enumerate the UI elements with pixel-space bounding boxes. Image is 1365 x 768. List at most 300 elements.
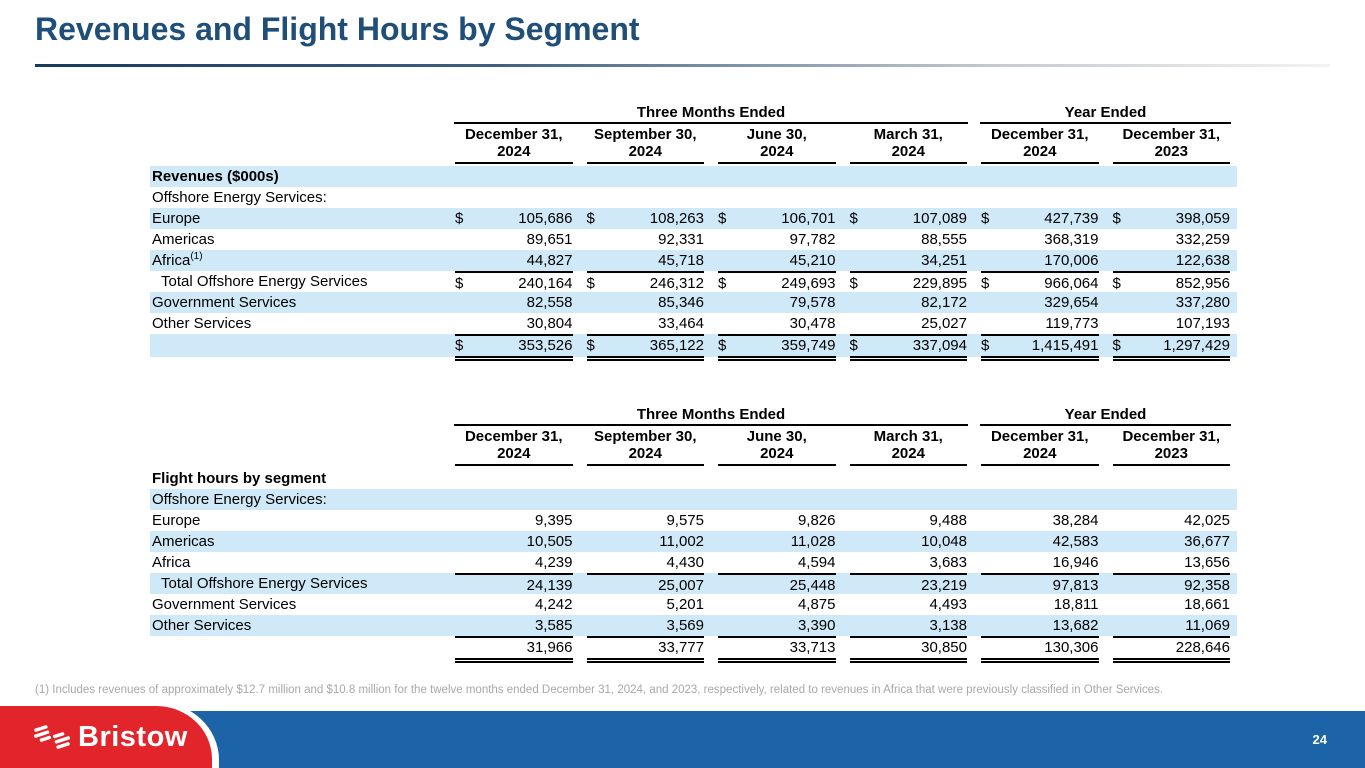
column-header-line1: December 31, — [1122, 126, 1221, 143]
cell-value: 33,777 — [658, 639, 704, 656]
title-divider — [35, 64, 1330, 67]
dollar-sign: $ — [849, 337, 858, 354]
table-cell — [448, 271, 580, 294]
table-cell — [843, 271, 975, 294]
cell-value: 398,059 — [1175, 210, 1230, 227]
table-row — [150, 229, 1237, 250]
cell-content — [981, 271, 1099, 294]
table-cell — [843, 250, 975, 271]
cell-content — [850, 531, 968, 552]
cell-value: 4,239 — [534, 554, 573, 571]
row-label: Offshore Energy Services: — [152, 189, 327, 206]
dollar-sign: $ — [718, 210, 727, 227]
table-cell — [1106, 187, 1238, 208]
table-cell — [843, 510, 975, 531]
table-row — [150, 313, 1237, 334]
cell-value: 24,139 — [526, 577, 573, 594]
column-header-line2: 2024 — [1023, 445, 1057, 462]
table-cell — [580, 313, 712, 334]
column-header — [455, 126, 573, 164]
column-header-line1: September 30, — [593, 428, 697, 445]
table-cell — [843, 594, 975, 615]
cell-content — [718, 636, 836, 663]
cell-value: 38,284 — [1052, 512, 1099, 529]
table-cell — [843, 531, 975, 552]
cell-content — [587, 313, 705, 334]
table-row — [150, 250, 1237, 271]
table-row — [150, 615, 1237, 636]
cell-value: 79,578 — [789, 294, 836, 311]
table-cell — [974, 615, 1106, 636]
dollar-sign: $ — [981, 275, 990, 292]
row-label: Europe — [152, 210, 201, 227]
dollar-sign: $ — [586, 275, 595, 292]
cell-content — [850, 250, 968, 271]
cell-value: 45,210 — [789, 252, 836, 269]
cell-content — [455, 531, 573, 552]
cell-content — [455, 510, 573, 531]
table-cell — [974, 636, 1106, 663]
table-cell — [1106, 573, 1238, 596]
cell-value: 122,638 — [1175, 252, 1230, 269]
cell-content — [981, 531, 1099, 552]
table-cell — [448, 250, 580, 271]
column-header-line1: December 31, — [464, 126, 563, 143]
cell-value: 11,069 — [1185, 617, 1230, 634]
cell-content — [1113, 510, 1231, 531]
cell-value: 16,946 — [1052, 554, 1099, 571]
cell-value: 89,651 — [526, 231, 573, 248]
column-header — [587, 428, 705, 466]
header-period-row — [150, 124, 1237, 164]
table-cell — [580, 187, 712, 208]
cell-value: 13,656 — [1184, 554, 1230, 571]
cell-content — [981, 313, 1099, 334]
table-cell — [843, 573, 975, 596]
column-header-line1: December 31, — [990, 428, 1089, 445]
cell-content — [718, 292, 836, 313]
cell-content — [981, 615, 1099, 636]
table-cell — [843, 187, 975, 208]
table-cell — [974, 208, 1106, 229]
cell-content — [718, 552, 836, 573]
cell-value: 11,028 — [790, 533, 836, 550]
table-row — [150, 271, 1237, 292]
cell-content — [1113, 271, 1231, 294]
column-header-line1: March 31, — [873, 428, 943, 445]
table-cell — [711, 292, 843, 313]
table-cell — [843, 489, 975, 510]
cell-content — [1113, 334, 1231, 361]
cell-content — [587, 573, 705, 596]
cell-value: 42,025 — [1184, 512, 1230, 529]
table-cell — [448, 573, 580, 596]
cell-content — [455, 334, 573, 361]
column-header-line2: 2023 — [1154, 445, 1188, 462]
cell-value: 82,172 — [921, 294, 967, 311]
table-cell — [580, 271, 712, 294]
table-cell — [711, 510, 843, 531]
table-cell — [448, 187, 580, 208]
column-header-line1: December 31, — [464, 428, 563, 445]
column-header-line2: 2024 — [760, 445, 794, 462]
cell-content — [455, 594, 573, 615]
table-cell — [1106, 531, 1238, 552]
table-cell — [1106, 313, 1238, 334]
cell-value: 31,966 — [526, 639, 573, 656]
row-label: Government Services — [152, 294, 297, 311]
cell-content — [981, 636, 1099, 663]
cell-value: 3,569 — [666, 617, 704, 634]
cell-value: 85,346 — [658, 294, 704, 311]
cell-value: 170,006 — [1044, 252, 1099, 269]
cell-value: 852,956 — [1175, 275, 1230, 292]
table-cell — [1106, 636, 1238, 663]
cell-value: 966,064 — [1044, 275, 1099, 292]
table-cell — [843, 292, 975, 313]
row-label — [150, 636, 448, 663]
table-cell — [448, 292, 580, 313]
cell-content — [455, 208, 573, 229]
cell-content — [850, 208, 968, 229]
footnote: (1) Includes revenues of approximately $12.7 million and $10.8 million for the twelve months ended December 31, 2024, and 2023, respectively, related to revenues in Africa that were previously classified in Other Services. — [35, 684, 1164, 696]
column-header — [850, 428, 968, 466]
cell-value: 30,804 — [526, 315, 573, 332]
table-cell — [974, 187, 1106, 208]
cell-content — [587, 510, 705, 531]
cell-content — [718, 208, 836, 229]
dollar-sign: $ — [455, 275, 464, 292]
cell-value: 44,827 — [526, 252, 573, 269]
cell-content — [718, 334, 836, 361]
table-row — [150, 594, 1237, 615]
col-group-three-months: Three Months Ended — [454, 103, 968, 124]
table-cell — [580, 468, 712, 489]
table-row — [150, 334, 1237, 357]
row-label: Europe — [152, 512, 201, 529]
column-header — [455, 428, 573, 466]
table-cell — [580, 250, 712, 271]
cell-value: 9,826 — [797, 512, 836, 529]
row-label: Africa$^{(1)}$ — [152, 251, 203, 269]
table-cell — [974, 250, 1106, 271]
table-cell — [711, 489, 843, 510]
cell-value: 427,739 — [1044, 210, 1099, 227]
table-cell — [448, 489, 580, 510]
table-cell — [711, 531, 843, 552]
cell-value: 229,895 — [912, 275, 967, 292]
cell-content — [587, 531, 705, 552]
table-row — [150, 292, 1237, 313]
cell-content — [850, 313, 968, 334]
cell-content — [587, 250, 705, 271]
table-row — [150, 166, 1237, 187]
table-cell — [843, 229, 975, 250]
cell-content — [850, 636, 968, 663]
bristow-logo — [0, 706, 212, 768]
header-spacer — [150, 124, 448, 164]
cell-content — [455, 292, 573, 313]
cell-value: 97,782 — [789, 231, 836, 248]
column-header-line1: June 30, — [746, 126, 807, 143]
bristow-pinwheel-icon — [33, 718, 71, 756]
cell-content — [455, 313, 573, 334]
cell-value: 108,263 — [649, 210, 704, 227]
cell-content — [1113, 313, 1231, 334]
cell-value: 4,430 — [666, 554, 704, 571]
table-cell — [974, 594, 1106, 615]
cell-content — [587, 552, 705, 573]
cell-value: 4,493 — [929, 596, 967, 613]
cell-content — [850, 594, 968, 615]
cell-content — [981, 552, 1099, 573]
dollar-sign: $ — [586, 337, 595, 354]
header-period-row — [150, 426, 1237, 466]
cell-value: 119,773 — [1045, 315, 1099, 332]
column-header-line2: 2024 — [891, 143, 925, 160]
flight-hours-table — [150, 405, 1237, 659]
dollar-sign: $ — [1112, 275, 1121, 292]
cell-value: 3,683 — [929, 554, 967, 571]
table-cell — [580, 292, 712, 313]
table-cell — [448, 615, 580, 636]
cell-content — [1113, 573, 1231, 596]
table-cell — [448, 334, 580, 361]
table-cell — [448, 229, 580, 250]
cell-content — [455, 636, 573, 663]
table-cell — [580, 573, 712, 596]
table-cell — [580, 166, 712, 187]
column-header — [718, 428, 836, 466]
table-cell — [1106, 292, 1238, 313]
cell-content — [587, 636, 705, 663]
table-cell — [448, 531, 580, 552]
col-group-year-ended: Year Ended — [980, 103, 1231, 124]
column-header-line1: June 30, — [746, 428, 807, 445]
dollar-sign: $ — [586, 210, 595, 227]
cell-content — [587, 229, 705, 250]
cell-value: 36,677 — [1184, 533, 1230, 550]
footnote-ref: (1) — [190, 251, 203, 262]
cell-content — [718, 573, 836, 596]
table-cell — [1106, 208, 1238, 229]
table-cell — [843, 468, 975, 489]
cell-content — [587, 334, 705, 361]
table-cell — [711, 468, 843, 489]
row-label: Other Services — [152, 315, 252, 332]
cell-value: 228,646 — [1175, 639, 1230, 656]
table-cell — [974, 271, 1106, 294]
header-spacer — [150, 405, 448, 426]
cell-content — [455, 573, 573, 596]
column-header — [1113, 126, 1231, 164]
table-cell — [580, 636, 712, 663]
cell-content — [455, 250, 573, 271]
cell-content — [718, 250, 836, 271]
cell-value: 30,850 — [921, 639, 967, 656]
cell-value: 25,007 — [658, 577, 704, 594]
cell-content — [850, 334, 968, 361]
column-header — [1113, 428, 1231, 466]
table-cell — [448, 552, 580, 573]
col-group-three-months: Three Months Ended — [454, 405, 968, 426]
cell-content — [850, 229, 968, 250]
column-header-line1: December 31, — [990, 126, 1089, 143]
dollar-sign: $ — [849, 275, 858, 292]
table-row — [150, 636, 1237, 659]
table-cell — [1106, 229, 1238, 250]
table-cell — [711, 334, 843, 361]
cell-value: 10,505 — [526, 533, 573, 550]
cell-value: 42,583 — [1052, 533, 1099, 550]
table-cell — [580, 510, 712, 531]
table-cell — [711, 594, 843, 615]
cell-content — [981, 573, 1099, 596]
table-cell — [711, 250, 843, 271]
table-cell — [580, 334, 712, 361]
table-cell — [974, 489, 1106, 510]
cell-content — [1113, 594, 1231, 615]
table-cell — [711, 615, 843, 636]
table-cell — [974, 229, 1106, 250]
table-cell — [843, 166, 975, 187]
table-cell — [711, 636, 843, 663]
table-cell — [448, 313, 580, 334]
cell-value: 30,478 — [789, 315, 836, 332]
cell-content — [850, 573, 968, 596]
cell-content — [981, 208, 1099, 229]
table-cell — [711, 271, 843, 294]
cell-value: 249,693 — [781, 275, 836, 292]
cell-value: 9,395 — [534, 512, 573, 529]
dollar-sign: $ — [455, 210, 464, 227]
cell-value: 3,390 — [797, 617, 836, 634]
column-header-line1: December 31, — [1122, 428, 1221, 445]
header-group-row — [150, 405, 1237, 426]
dollar-sign: $ — [1112, 210, 1121, 227]
cell-content — [1113, 250, 1231, 271]
table-cell — [448, 510, 580, 531]
row-label: Revenues ($000s) — [152, 168, 279, 185]
dollar-sign: $ — [849, 210, 858, 227]
cell-content — [850, 510, 968, 531]
table-row — [150, 510, 1237, 531]
column-header-line2: 2023 — [1154, 143, 1188, 160]
cell-value: 359,749 — [781, 337, 836, 354]
cell-content — [718, 510, 836, 531]
cell-content — [587, 271, 705, 294]
table-row — [150, 573, 1237, 594]
cell-content — [1113, 208, 1231, 229]
cell-content — [718, 531, 836, 552]
table-cell — [974, 573, 1106, 596]
table-cell — [448, 468, 580, 489]
cell-value: 25,448 — [789, 577, 836, 594]
cell-content — [850, 292, 968, 313]
cell-value: 18,811 — [1053, 596, 1099, 613]
cell-value: 3,138 — [929, 617, 967, 634]
cell-value: 4,875 — [797, 596, 836, 613]
table-row — [150, 187, 1237, 208]
cell-value: 33,713 — [789, 639, 836, 656]
table-cell — [580, 594, 712, 615]
column-header — [587, 126, 705, 164]
table-cell — [1106, 271, 1238, 294]
table-cell — [1106, 552, 1238, 573]
table-cell — [843, 334, 975, 361]
cell-value: 25,027 — [921, 315, 967, 332]
cell-value: 92,358 — [1184, 577, 1230, 594]
cell-value: 337,280 — [1175, 294, 1230, 311]
dollar-sign: $ — [981, 337, 990, 354]
cell-content — [455, 615, 573, 636]
cell-content — [718, 271, 836, 294]
table-cell — [580, 531, 712, 552]
cell-content — [587, 208, 705, 229]
table-cell — [711, 208, 843, 229]
column-header-line2: 2024 — [760, 143, 794, 160]
cell-value: 23,219 — [921, 577, 967, 594]
cell-content — [718, 229, 836, 250]
dollar-sign: $ — [455, 337, 464, 354]
table-cell — [711, 187, 843, 208]
table-cell — [974, 334, 1106, 361]
cell-value: 332,259 — [1175, 231, 1230, 248]
table-cell — [974, 468, 1106, 489]
cell-value: 34,251 — [921, 252, 967, 269]
table-cell — [1106, 468, 1238, 489]
cell-value: 13,682 — [1052, 617, 1099, 634]
table-cell — [711, 313, 843, 334]
cell-value: 9,575 — [666, 512, 704, 529]
table-cell — [580, 552, 712, 573]
cell-content — [981, 292, 1099, 313]
dollar-sign: $ — [718, 275, 727, 292]
cell-content — [1113, 615, 1231, 636]
table-cell — [711, 229, 843, 250]
cell-content — [850, 552, 968, 573]
table-cell — [580, 208, 712, 229]
table-cell — [1106, 489, 1238, 510]
cell-content — [981, 510, 1099, 531]
cell-value: 92,331 — [658, 231, 704, 248]
cell-value: 9,488 — [929, 512, 967, 529]
table-cell — [974, 292, 1106, 313]
column-header-line2: 2024 — [497, 143, 531, 160]
cell-content — [1113, 229, 1231, 250]
dollar-sign: $ — [1112, 337, 1121, 354]
cell-content — [850, 271, 968, 294]
header-group-row — [150, 103, 1237, 124]
revenues-table — [150, 103, 1237, 357]
table-cell — [711, 573, 843, 596]
table-cell — [974, 313, 1106, 334]
table-row — [150, 489, 1237, 510]
cell-value: 329,654 — [1044, 294, 1099, 311]
cell-value: 45,718 — [658, 252, 704, 269]
row-label: Americas — [152, 533, 215, 550]
cell-content — [1113, 531, 1231, 552]
cell-content — [587, 615, 705, 636]
table-cell — [580, 489, 712, 510]
cell-value: 88,555 — [921, 231, 967, 248]
table-row — [150, 552, 1237, 573]
cell-content — [850, 615, 968, 636]
column-header — [981, 428, 1099, 466]
cell-value: 33,464 — [658, 315, 704, 332]
cell-content — [981, 250, 1099, 271]
table-cell — [580, 615, 712, 636]
